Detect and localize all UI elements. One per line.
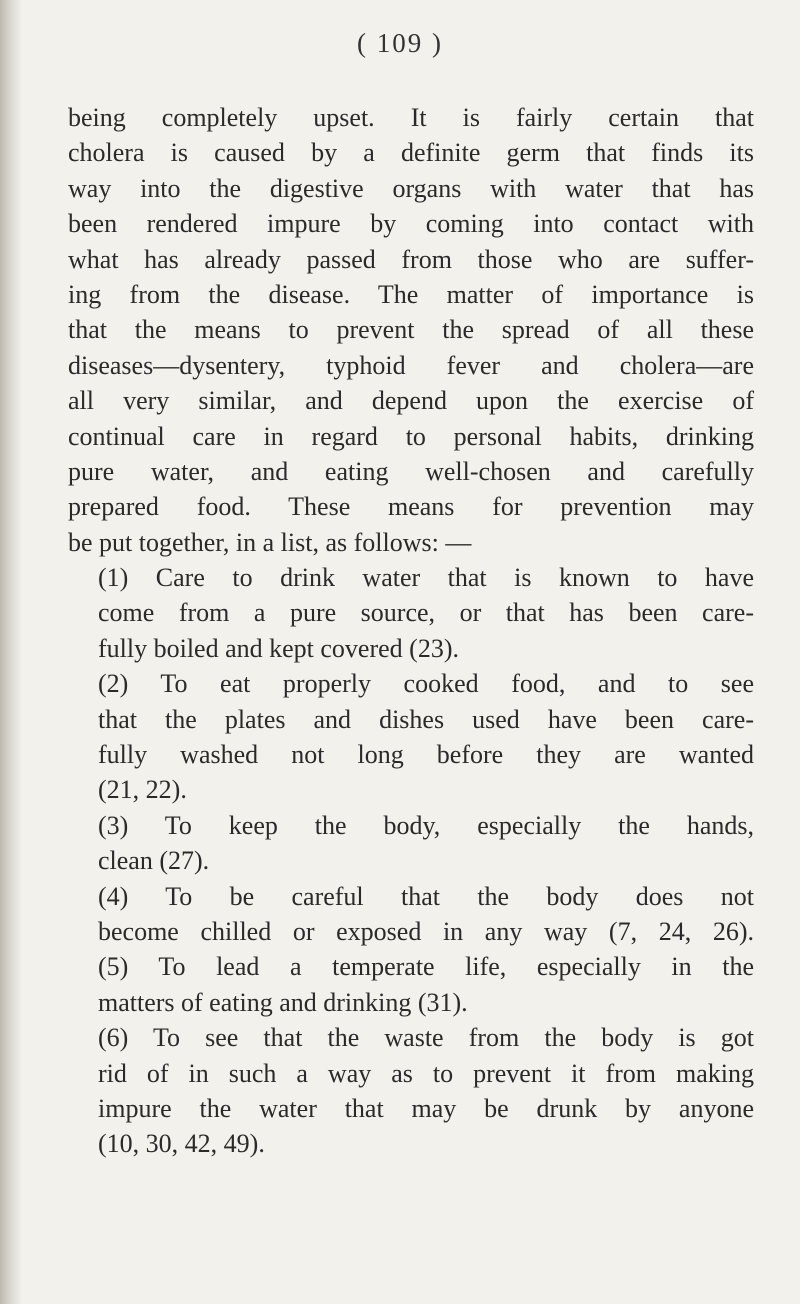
text-line: (3) To keep the body, especially the hands, xyxy=(98,810,754,840)
text-line: that the plates and dishes used have been care- xyxy=(98,704,754,734)
page-number: ( 109 ) xyxy=(357,28,443,58)
text-line: clean (27). xyxy=(98,846,210,876)
text-line: continual care in regard to personal habits, drinking xyxy=(68,421,754,451)
text-line: (1) Care to drink water that is known to have xyxy=(98,563,754,593)
text-line: (2) To eat properly cooked food, and to see xyxy=(98,669,754,699)
text-line: that the means to prevent the spread of all these xyxy=(68,315,754,345)
text-line: become chilled or exposed in any way (7, 24, 26). xyxy=(98,916,754,946)
page-gutter-shadow xyxy=(0,0,22,1304)
text-line: come from a pure source, or that has been care- xyxy=(98,598,754,628)
text-line: (5) To lead a temperate life, especially in the xyxy=(98,952,754,982)
text-line: (21, 22). xyxy=(98,775,187,805)
text-line: diseases—dysentery, typhoid fever and cholera—are xyxy=(68,350,754,380)
text-line: what has already passed from those who are suffer- xyxy=(68,244,754,274)
text-line: being completely upset. It is fairly certain that xyxy=(68,103,754,132)
text-line: (6) To see that the waste from the body is got xyxy=(98,1023,754,1053)
text-line: rid of in such a way as to prevent it from making xyxy=(98,1058,754,1088)
text-line: be put together, in a list, as follows: — xyxy=(68,527,472,557)
text-line: prepared food. These means for prevention may xyxy=(68,492,754,522)
text-line: impure the water that may be drunk by anyone xyxy=(98,1093,754,1123)
text-line: cholera is caused by a definite germ that finds its xyxy=(68,138,754,168)
text-line: fully washed not long before they are wanted xyxy=(98,740,754,770)
text-line: been rendered impure by coming into contact with xyxy=(68,209,754,239)
text-line: (10, 30, 42, 49). xyxy=(98,1129,265,1159)
text-line: fully boiled and kept covered (23). xyxy=(98,633,459,663)
text-line: ing from the disease. The matter of importance is xyxy=(68,279,754,309)
text-line: matters of eating and drinking (31). xyxy=(98,987,468,1017)
text-line: all very similar, and depend upon the exercise of xyxy=(68,386,754,416)
text-line: way into the digestive organs with water that has xyxy=(68,173,754,203)
text-line: (4) To be careful that the body does not xyxy=(98,881,754,911)
text-line: pure water, and eating well-chosen and carefully xyxy=(68,456,754,486)
body-text xyxy=(68,100,754,1162)
